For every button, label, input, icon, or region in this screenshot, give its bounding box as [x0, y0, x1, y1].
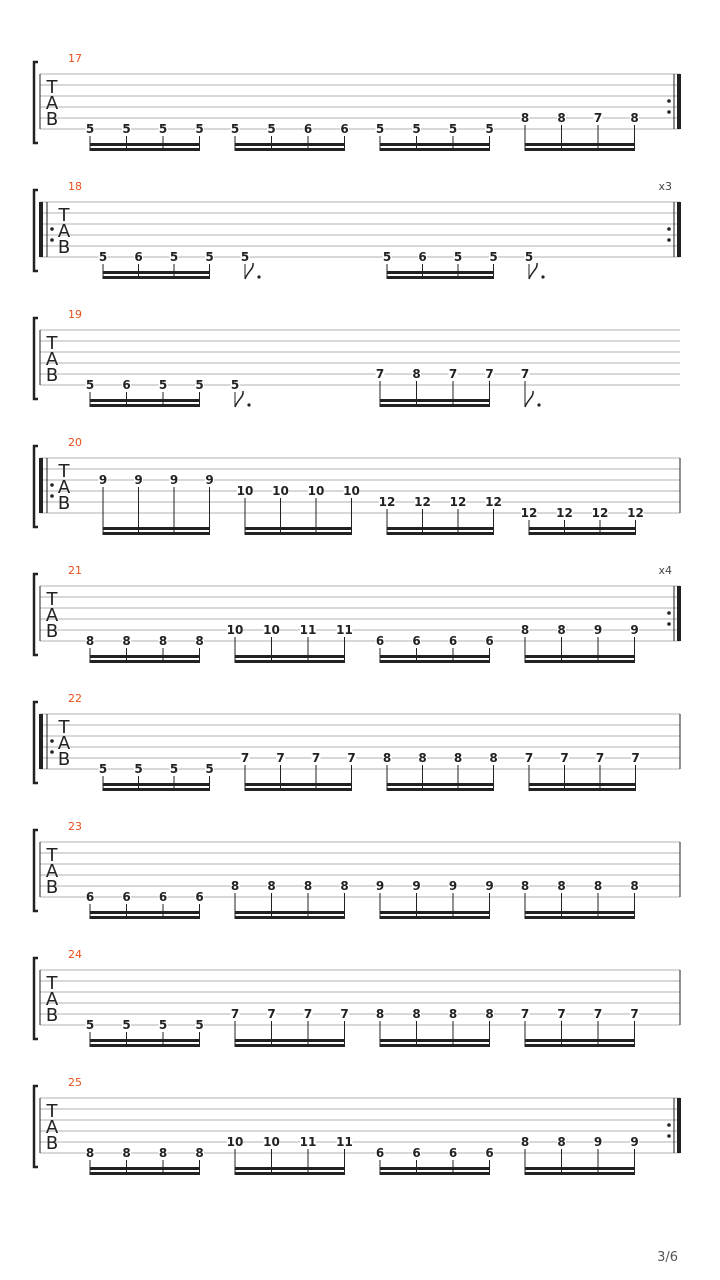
fret-number: 7: [631, 751, 640, 765]
fret-number: 7: [240, 751, 250, 765]
beam-primary: [529, 788, 636, 791]
fret-number: 8: [195, 634, 204, 648]
tab-clef-letter: T: [58, 205, 70, 226]
note-flag: [245, 263, 253, 279]
fret-number: 8: [557, 1135, 566, 1149]
fret-number: 7: [520, 1007, 530, 1021]
fret-number: 7: [557, 1007, 566, 1021]
beam-primary: [245, 532, 352, 535]
fret-number: 9: [205, 473, 214, 487]
beam-primary: [525, 916, 635, 919]
beam-secondary: [245, 527, 352, 530]
tab-clef-letter: A: [57, 221, 71, 242]
beam-primary: [90, 148, 200, 151]
beam-secondary: [525, 143, 635, 146]
fret-number: 8: [375, 1007, 385, 1021]
fret-number: 8: [230, 879, 240, 893]
fret-number: 8: [85, 634, 95, 648]
fret-number: 9: [169, 473, 179, 487]
tab-system: [34, 564, 681, 663]
fret-number: 5: [240, 250, 250, 264]
repeat-dot: [50, 483, 54, 487]
fret-number: 12: [378, 495, 396, 509]
beam-primary: [525, 1172, 635, 1175]
tab-clef-letter: A: [57, 733, 71, 754]
fret-number: 6: [195, 890, 204, 904]
system-bracket: [34, 830, 38, 911]
fret-number: 6: [375, 634, 385, 648]
tab-clef-letter: A: [45, 605, 59, 626]
beam-secondary: [90, 143, 200, 146]
fret-number: 7: [267, 1007, 276, 1021]
beam-primary: [90, 1044, 200, 1047]
fret-number: 12: [485, 495, 502, 509]
fret-number: 5: [122, 122, 131, 136]
beam-secondary: [235, 655, 345, 658]
repeat-end-thick-bar: [677, 74, 681, 129]
repeat-dot: [50, 227, 54, 231]
fret-number: 5: [158, 122, 168, 136]
fret-number: 5: [375, 122, 385, 136]
beam-primary: [235, 916, 345, 919]
fret-number: 10: [226, 1135, 244, 1149]
repeat-dot: [50, 238, 54, 242]
fret-number: 10: [226, 623, 244, 637]
measure-number: 24: [68, 948, 82, 961]
fret-number: 5: [98, 250, 108, 264]
fret-number: 5: [169, 250, 179, 264]
fret-number: 8: [85, 1146, 95, 1160]
fret-number: 5: [230, 122, 240, 136]
fret-number: 12: [520, 506, 538, 520]
system-bracket: [34, 446, 38, 527]
system-bracket: [34, 702, 38, 783]
beam-secondary: [525, 655, 635, 658]
repeat-dot: [50, 750, 54, 754]
fret-number: 5: [412, 122, 421, 136]
beam-secondary: [235, 1167, 345, 1170]
fret-number: 6: [85, 890, 95, 904]
repeat-start-thick-bar: [39, 714, 43, 769]
repeat-dot: [667, 1134, 671, 1138]
fret-number: 5: [448, 122, 458, 136]
fret-number: 8: [382, 751, 392, 765]
fret-number: 5: [85, 378, 95, 392]
fret-number: 8: [520, 879, 530, 893]
measure-number: 18: [68, 180, 82, 193]
tab-clef-letter: A: [45, 1117, 59, 1138]
fret-number: 9: [593, 1135, 603, 1149]
fret-number: 8: [520, 1135, 530, 1149]
fret-number: 9: [134, 473, 143, 487]
fret-number: 10: [263, 1135, 280, 1149]
fret-number: 6: [485, 1146, 494, 1160]
tab-clef-letter: T: [46, 1101, 58, 1122]
fret-number: 5: [195, 122, 204, 136]
fret-number: 7: [560, 751, 569, 765]
beam-primary: [235, 148, 345, 151]
repeat-end-thick-bar: [677, 1098, 681, 1153]
tab-clef-letter: T: [46, 973, 58, 994]
beam-primary: [90, 404, 200, 407]
beam-primary: [245, 788, 352, 791]
beam-secondary: [245, 783, 352, 786]
fret-number: 8: [630, 111, 639, 125]
beam-primary: [103, 532, 210, 535]
beam-primary: [235, 1044, 345, 1047]
beam-primary: [103, 788, 210, 791]
system-bracket: [34, 1086, 38, 1167]
beam-primary: [387, 532, 494, 535]
tab-clef-letter: B: [45, 109, 59, 130]
fret-number: 7: [485, 367, 494, 381]
fret-number: 5: [485, 122, 494, 136]
measure-number: 20: [68, 436, 82, 449]
system-bracket: [34, 62, 38, 143]
beam-primary: [90, 1172, 200, 1175]
fret-number: 5: [158, 378, 168, 392]
beam-primary: [380, 916, 490, 919]
beam-primary: [90, 660, 200, 663]
repeat-end-thick-bar: [677, 202, 681, 257]
measure-number: 17: [68, 52, 82, 65]
measure-number: 22: [68, 692, 82, 705]
fret-number: 7: [630, 1007, 639, 1021]
fret-number: 6: [485, 634, 494, 648]
repeat-dot: [667, 622, 671, 626]
rhythm-dot: [541, 275, 544, 278]
beam-secondary: [90, 1167, 200, 1170]
tab-clef-letter: A: [45, 861, 59, 882]
fret-number: 8: [412, 1007, 421, 1021]
fret-number: 8: [520, 111, 530, 125]
tab-system: [34, 1076, 681, 1175]
tab-clef-letter: B: [45, 1005, 59, 1026]
fret-number: 5: [98, 762, 108, 776]
fret-number: 7: [230, 1007, 240, 1021]
fret-number: 11: [336, 1135, 353, 1149]
repeat-dot: [50, 739, 54, 743]
fret-number: 10: [343, 484, 360, 498]
tab-clef-letter: T: [46, 845, 58, 866]
tab-clef-letter: B: [45, 365, 59, 386]
tab-system: [34, 820, 680, 919]
fret-number: 5: [158, 1018, 168, 1032]
beam-secondary: [380, 1167, 490, 1170]
fret-number: 8: [520, 623, 530, 637]
fret-number: 7: [524, 751, 534, 765]
fret-number: 8: [418, 751, 427, 765]
tab-system: [34, 436, 680, 535]
fret-number: 7: [303, 1007, 313, 1021]
fret-number: 6: [122, 890, 131, 904]
beam-secondary: [380, 655, 490, 658]
fret-number: 12: [627, 506, 644, 520]
tab-clef-letter: A: [45, 349, 59, 370]
fret-number: 8: [122, 1146, 131, 1160]
fret-number: 12: [449, 495, 467, 509]
fret-number: 8: [485, 1007, 494, 1021]
fret-number: 7: [311, 751, 321, 765]
fret-number: 8: [557, 111, 566, 125]
fret-number: 12: [591, 506, 609, 520]
measure-number: 21: [68, 564, 82, 577]
fret-number: 8: [340, 879, 349, 893]
beam-primary: [525, 148, 635, 151]
tab-clef-letter: B: [57, 237, 71, 258]
beam-primary: [90, 916, 200, 919]
beam-secondary: [380, 911, 490, 914]
fret-number: 9: [630, 623, 639, 637]
tab-system: [34, 308, 680, 407]
measure-number: 19: [68, 308, 82, 321]
fret-number: 5: [230, 378, 240, 392]
fret-number: 8: [158, 634, 168, 648]
repeat-dot: [667, 227, 671, 231]
beam-secondary: [387, 271, 494, 274]
fret-number: 8: [195, 1146, 204, 1160]
fret-number: 6: [122, 378, 131, 392]
repeat-dot: [667, 99, 671, 103]
repeat-count: x4: [658, 564, 672, 577]
fret-number: 7: [448, 367, 458, 381]
tab-system: [34, 692, 680, 791]
beam-secondary: [103, 783, 210, 786]
tab-clef-letter: T: [46, 589, 58, 610]
tab-clef-letter: T: [46, 77, 58, 98]
fret-number: 5: [195, 378, 204, 392]
beam-secondary: [525, 1167, 635, 1170]
fret-number: 5: [85, 1018, 95, 1032]
fret-number: 8: [158, 1146, 168, 1160]
fret-number: 10: [307, 484, 325, 498]
beam-primary: [380, 1172, 490, 1175]
fret-number: 7: [520, 367, 530, 381]
rhythm-dot: [247, 403, 250, 406]
tab-clef-letter: T: [58, 717, 70, 738]
beam-primary: [235, 1172, 345, 1175]
fret-number: 8: [630, 879, 639, 893]
fret-number: 9: [448, 879, 458, 893]
rhythm-dot: [537, 403, 540, 406]
system-bracket: [34, 574, 38, 655]
repeat-count: x3: [658, 180, 672, 193]
fret-number: 8: [448, 1007, 458, 1021]
fret-number: 5: [267, 122, 276, 136]
beam-secondary: [525, 1039, 635, 1042]
system-bracket: [34, 190, 38, 271]
tab-clef-letter: B: [57, 493, 71, 514]
beam-primary: [103, 276, 210, 279]
fret-number: 7: [595, 751, 605, 765]
beam-primary: [387, 276, 494, 279]
fret-number: 5: [205, 762, 214, 776]
fret-number: 5: [489, 250, 498, 264]
fret-number: 9: [485, 879, 494, 893]
fret-number: 6: [412, 634, 421, 648]
beam-primary: [380, 404, 490, 407]
fret-number: 10: [272, 484, 289, 498]
fret-number: 9: [375, 879, 385, 893]
tab-clef-letter: B: [45, 877, 59, 898]
fret-number: 6: [418, 250, 427, 264]
fret-number: 8: [557, 879, 566, 893]
beam-secondary: [525, 911, 635, 914]
beam-secondary: [103, 527, 210, 530]
beam-secondary: [235, 1039, 345, 1042]
fret-number: 7: [593, 1007, 603, 1021]
repeat-dot: [667, 110, 671, 114]
fret-number: 6: [134, 250, 143, 264]
fret-number: 7: [375, 367, 385, 381]
fret-number: 12: [414, 495, 431, 509]
tab-system: [34, 52, 681, 151]
fret-number: 6: [158, 890, 168, 904]
repeat-dot: [667, 611, 671, 615]
fret-number: 6: [448, 634, 458, 648]
fret-number: 5: [453, 250, 463, 264]
beam-primary: [380, 1044, 490, 1047]
repeat-start-thick-bar: [39, 458, 43, 513]
fret-number: 5: [524, 250, 534, 264]
tab-system: [34, 948, 680, 1047]
tab-clef-letter: B: [57, 749, 71, 770]
repeat-dot: [667, 1123, 671, 1127]
beam-secondary: [90, 911, 200, 914]
note-flag: [529, 263, 537, 279]
beam-secondary: [529, 783, 636, 786]
fret-number: 7: [593, 111, 603, 125]
fret-number: 6: [303, 122, 313, 136]
tab-clef-letter: A: [45, 989, 59, 1010]
fret-number: 9: [412, 879, 421, 893]
fret-number: 8: [267, 879, 276, 893]
fret-number: 8: [489, 751, 498, 765]
tab-clef-letter: A: [57, 477, 71, 498]
beam-primary: [235, 660, 345, 663]
rhythm-dot: [257, 275, 260, 278]
beam-secondary: [103, 271, 210, 274]
fret-number: 7: [276, 751, 285, 765]
beam-secondary: [90, 1039, 200, 1042]
beam-primary: [380, 660, 490, 663]
tab-system: [34, 180, 681, 279]
fret-number: 5: [195, 1018, 204, 1032]
beam-secondary: [529, 527, 636, 530]
repeat-dot: [50, 494, 54, 498]
repeat-start-thick-bar: [39, 202, 43, 257]
page-number: 3/6: [657, 1250, 678, 1265]
fret-number: 8: [303, 879, 313, 893]
system-bracket: [34, 958, 38, 1039]
fret-number: 6: [375, 1146, 385, 1160]
tab-clef-letter: A: [45, 93, 59, 114]
beam-secondary: [90, 655, 200, 658]
beam-secondary: [380, 143, 490, 146]
fret-number: 9: [593, 623, 603, 637]
fret-number: 8: [412, 367, 421, 381]
beam-secondary: [387, 527, 494, 530]
beam-secondary: [90, 399, 200, 402]
beam-secondary: [387, 783, 494, 786]
beam-secondary: [380, 1039, 490, 1042]
beam-primary: [380, 148, 490, 151]
beam-secondary: [380, 399, 490, 402]
fret-number: 11: [299, 623, 317, 637]
fret-number: 5: [205, 250, 214, 264]
fret-number: 7: [340, 1007, 349, 1021]
fret-number: 6: [412, 1146, 421, 1160]
measure-number: 25: [68, 1076, 82, 1089]
beam-secondary: [235, 143, 345, 146]
note-flag: [235, 391, 243, 407]
system-bracket: [34, 318, 38, 399]
fret-number: 5: [85, 122, 95, 136]
fret-number: 10: [263, 623, 280, 637]
fret-number: 5: [134, 762, 143, 776]
fret-number: 8: [593, 879, 603, 893]
note-flag: [525, 391, 533, 407]
fret-number: 9: [630, 1135, 639, 1149]
fret-number: 11: [336, 623, 353, 637]
fret-number: 5: [169, 762, 179, 776]
tab-clef-letter: B: [45, 1133, 59, 1154]
beam-primary: [525, 1044, 635, 1047]
fret-number: 8: [453, 751, 463, 765]
tab-clef-letter: B: [45, 621, 59, 642]
tab-clef-letter: T: [58, 461, 70, 482]
fret-number: 6: [448, 1146, 458, 1160]
fret-number: 8: [122, 634, 131, 648]
beam-primary: [525, 660, 635, 663]
fret-number: 5: [122, 1018, 131, 1032]
tab-clef-letter: T: [46, 333, 58, 354]
fret-number: 7: [347, 751, 356, 765]
beam-primary: [387, 788, 494, 791]
fret-number: 6: [340, 122, 349, 136]
fret-number: 11: [299, 1135, 317, 1149]
repeat-end-thick-bar: [677, 586, 681, 641]
measure-number: 23: [68, 820, 82, 833]
fret-number: 5: [382, 250, 392, 264]
fret-number: 9: [98, 473, 108, 487]
beam-secondary: [235, 911, 345, 914]
fret-number: 8: [557, 623, 566, 637]
repeat-dot: [667, 238, 671, 242]
fret-number: 12: [556, 506, 573, 520]
fret-number: 10: [236, 484, 254, 498]
beam-primary: [529, 532, 636, 535]
